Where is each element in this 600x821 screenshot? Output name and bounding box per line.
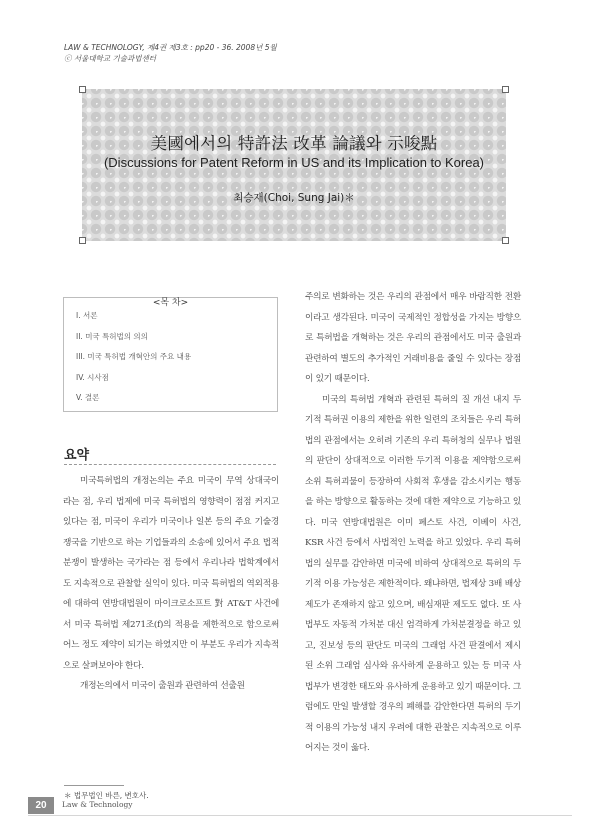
article-title: 美國에서의 特許法 改革 論議와 示唆點 [150,134,438,153]
toc-item: III. 미국 특허법 개혁안의 주요 내용 [76,352,192,361]
article-subtitle: (Discussions for Patent Reform in US and its Implication to Korea) [103,155,485,170]
summary-paragraph: 개정논의에서 미국이 출원과 관련하여 선출원 [80,681,245,691]
copyright-line: ⓒ 서울대학교 기술과법센터 [64,54,156,63]
masthead [64,42,277,64]
summary-heading: 요약 [64,448,90,463]
toc-item: II. 미국 특허법의 의의 [76,331,148,341]
summary-divider [64,464,276,465]
body-paragraph: 주의로 변화하는 것은 우리의 관점에서 매우 바람직한 전환이라고 생각된다. 미국이 국제적인 정합성을 가지는 방향으로 특허법을 개혁하는 것은 우리의 관점에서도 미국 출원과 관련하여 별도의 추가적인 거래비용을 줄일 수 있다는 장점이 있기 때문이다. [305,292,521,384]
summary-paragraph: 미국특허법의 개정논의는 주요 미국이 무역 상대국이라는 점, 우리 법제에 미국 특허법의 영향력이 점점 커지고 있다는 점, 미국이 우리가 미국이나 일본 등의 주요 기술경쟁국을 기반으로 하는 기업들과의 소송에 있어서 주요 법적 분쟁이 발생하는 국가라는 점 등에서 우리나라 법학계에서도 지속적으로 관찰할 실익이 있다. 미국 특허법의 역외적용에 대하여 연방대법원이 마이크로소프트 對 AT&T 사건에서 미국 특허법 제271조(f)의 적용을 제한적으로 함으로써 어느 정도 제약이 되기는 하였지만 이 부분도 우리가 지속적으로 살펴보아야 한다. [63,476,279,671]
footnote-divider [64,785,124,786]
toc-item: V. 결론 [76,393,100,402]
title-banner [82,89,506,241]
banner-corner-top-left [79,86,86,93]
banner-corner-top-right [502,86,509,93]
toc-title: <목 차> [147,298,194,308]
toc-list [76,310,191,413]
right-column-body [305,287,521,759]
footnote: ＊ 법무법인 바른, 변호사. [64,791,149,800]
footer-divider [28,815,572,816]
toc-item: IV. 시사점 [76,372,109,382]
table-of-contents [63,297,278,412]
toc-item: I. 서론 [76,311,98,320]
article-author: 최승재(Choi, Sung Jai)＊ [233,192,355,204]
body-paragraph: 미국의 특허법 개혁과 관련된 특허의 질 개선 내지 두기적 특허권 이용의 제한을 위한 일련의 조치들은 우리 특허법의 관점에서는 오히려 기존의 우리 특허청의 실무나 법원의 판단이 상대적으로 이러한 두기적 이용을 제약함으로써 소위 특허괴물이 등장하여 사회적 후생을 감소시키는 행동을 하는 방향으로 활동하는 것에 대한 제약으로 기능하고 있다. 미국 연방대법원은 이미 페스토 사건, 이베이 사건, KSR 사건 등에서 사법적인 노력을 하고 있었다. 우리 특허법의 실무를 감안하면 미국에 비하여 상대적으로 특허의 두기적 이용 가능성은 제한적이다. 왜냐하면, 법제상 3배 배상제도가 존재하지 않고 있으며, 배심재판 제도도 없다. 또 사법부도 자동적 가처분 대신 엄격하게 가처분결정을 하고 있고, 진보성 등의 판단도 미국의 그래엄 사건 판결에서 제시된 소위 그래엄 심사와 유사하게 운용하고 있는 등 미국 사법부가 변경한 태도와 유사하게 운용하고 있기 때문이다. 그럼에도 만일 발생할 경우의 폐해를 감안한다면 특허의 두기적 이용의 가능성 내지 우려에 대한 관찰은 지속적으로 이루어지는 것이 옳다. [305,394,521,753]
banner-corner-bottom-left [79,237,86,244]
banner-corner-bottom-right [502,237,509,244]
page-footer [28,797,572,817]
page-number: 20 [28,797,54,814]
journal-citation: LAW & TECHNOLOGY, 제4권 제3호 : pp20 - 36. 2008년 5월 [64,43,277,52]
footer-journal-name: Law & Technology [62,800,133,809]
summary-body [63,471,279,697]
